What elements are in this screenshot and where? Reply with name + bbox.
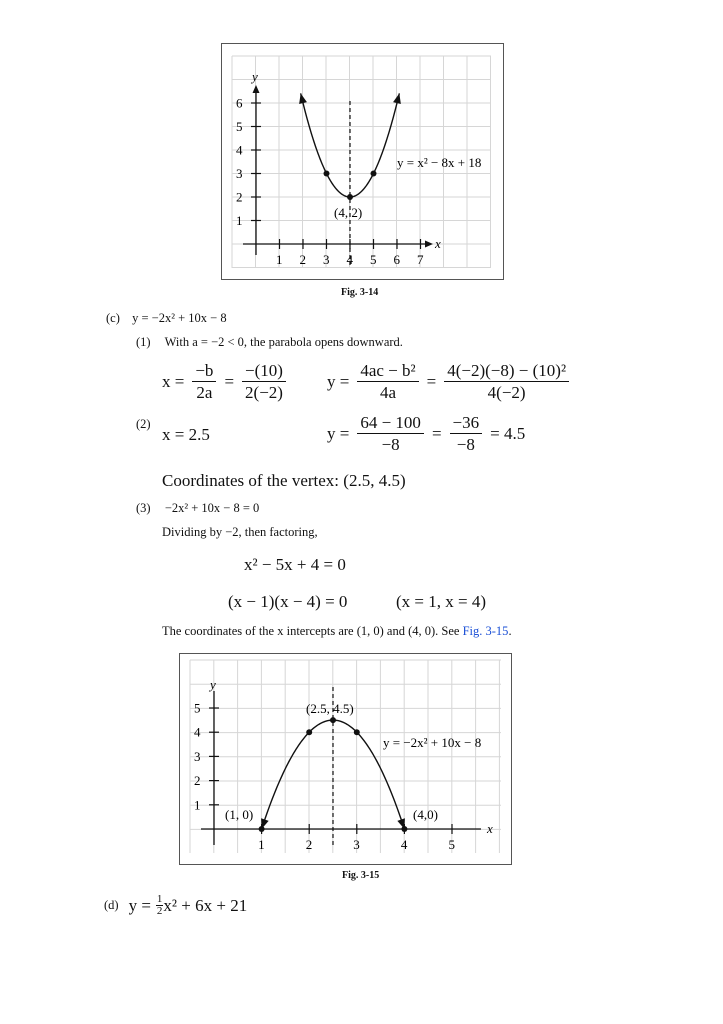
denominator: −8 [456,435,475,454]
step-3 [136,501,259,516]
factor-solutions: (x = 1, x = 4) [396,592,486,611]
step-equation: −2x² + 10x − 8 = 0 [164,501,260,515]
x-tick-label: 5 [448,837,455,852]
numerator: 4(−2)(−8) − (10)² [444,360,569,382]
fraction [156,894,164,917]
x-tick-label: 2 [299,252,306,267]
figure-caption: Fig. 3-14 [341,287,379,298]
equals-sign: = [426,371,437,391]
equation-lhs: x = [162,371,185,391]
equation-lhs: y = [128,895,151,915]
vertex-point [330,717,336,723]
x-tick-label: 1 [258,837,265,852]
fraction [242,360,286,403]
x-tick-label: 2 [305,837,313,852]
equals-sign: = [431,423,442,443]
x-tick-label: 7 [417,252,424,267]
part-label: (d) [104,898,119,912]
vertex-label: (4, 2) [334,205,363,220]
left-intercept-point [259,826,265,832]
figure-3-15 [179,653,512,866]
numerator: −36 [450,412,483,434]
part-d-heading [104,894,247,917]
part-equation: y = −2x² + 10x − 8 [132,311,227,325]
y-tick-label: 5 [236,119,243,134]
part-c-heading [106,311,227,326]
part-label: (c) [106,311,120,325]
point-3-4 [354,729,360,735]
x-axis-label: x [487,821,493,836]
vertex-coordinates: Coordinates of the vertex: (2.5, 4.5) [162,471,406,490]
right-intercept-point [401,826,407,832]
left-intercept-label: (1, 0) [225,807,254,822]
vertex-y-formula [327,360,569,403]
x-tick-label: 4 [346,252,353,267]
equals-sign: = [224,371,235,391]
figure-link[interactable]: Fig. 3-15 [462,624,509,638]
denominator: −8 [381,435,400,454]
y-tick-label: 2 [236,189,243,205]
step-1 [136,335,403,350]
numerator: 4ac − b² [357,360,418,382]
equation-lhs: y = [327,371,350,391]
vertex-y-value [327,412,525,455]
numerator: −(10) [242,360,286,382]
y-tick-label: 3 [236,166,243,181]
denominator: 4(−2) [487,383,526,402]
fraction [357,412,424,455]
numerator: 1 [156,893,163,905]
y-tick-label: 1 [194,797,201,813]
intercepts-sentence: The coordinates of the x intercepts are (1, 0) and (4, 0). See [162,624,460,638]
x-tick-label: 4 [400,837,408,852]
denominator: 2(−2) [245,383,283,402]
figure-3-14 [221,43,504,281]
x-tick-label: 3 [353,837,360,852]
denominator: 2a [196,383,213,402]
numerator: 64 − 100 [357,412,424,434]
point-5-3 [371,171,377,177]
step-text: With a = −2 < 0, the parabola opens downward. [164,335,403,349]
factor-equation-1: x² − 5x + 4 = 0 [244,555,346,574]
denominator: 4a [379,383,396,402]
x-tick-label: 3 [323,252,330,267]
step-label: (1) [136,335,151,349]
curve-equation: y = x² − 8x + 18 [397,155,482,170]
equation-lhs: y = [327,423,350,443]
x-tick-label: 6 [393,252,400,267]
vertex-point [347,194,353,200]
numerator: −b [192,360,216,382]
x-tick-label: 1 [276,252,283,267]
equation-rest: x² + 6x + 21 [163,895,248,915]
curve-equation: y = −2x² + 10x − 8 [383,735,482,750]
denominator: 2 [156,905,163,917]
vertex-label: (2.5, 4.5) [306,701,354,716]
point-3-3 [324,171,330,177]
y-axis-label: y [210,677,216,692]
point-2-4 [306,729,312,735]
y-axis-label: y [252,69,258,84]
step-2-label: (2) [136,417,151,431]
vertex-x-value: x = 2.5 [162,425,210,444]
x-tick-label: 5 [370,252,377,267]
figure-caption: Fig. 3-15 [342,870,380,881]
y-tick-label: 2 [194,773,201,789]
fraction [450,412,483,455]
y-tick-label: 4 [194,724,201,740]
right-intercept-label: (4,0) [413,807,438,822]
result: = 4.5 [490,423,526,443]
fraction [444,360,569,403]
vertex-x-formula [162,360,286,403]
step-label: (3) [136,501,151,515]
y-tick-label: 4 [236,142,243,158]
x-axis-label: x [435,236,441,251]
fraction [192,360,216,403]
y-tick-label: 1 [236,213,243,228]
intercepts-text [162,624,512,639]
dividing-text: Dividing by −2, then factoring, [162,525,318,539]
factor-equation-2: (x − 1)(x − 4) = 0 [228,592,348,611]
y-tick-label: 5 [194,700,201,716]
y-tick-label: 6 [236,95,243,111]
y-tick-label: 3 [194,748,201,764]
period: . [508,624,512,638]
fraction [357,360,418,403]
